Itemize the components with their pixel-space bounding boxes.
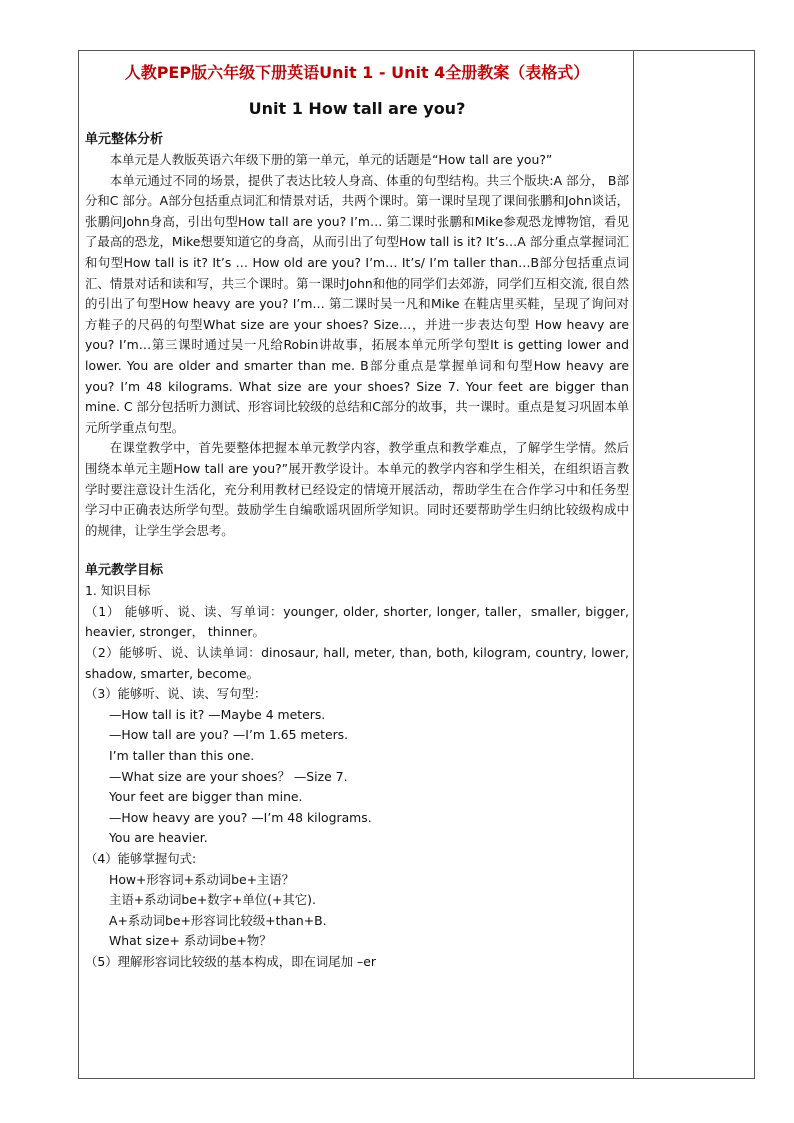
goals-heading: 单元教学目标 (85, 563, 164, 579)
goal-item-5: （5）理解形容词比较级的基本构成，即在词尾加 –er (85, 953, 376, 969)
goal-item-3: （3）能够听、说、读、写句型： (85, 686, 267, 702)
sentence-line: —How heavy are you? —I’m 48 kilograms. (109, 809, 372, 825)
table-column-divider (633, 50, 634, 1079)
pattern-line: 主语+系动词be+数字+单位(+其它). (109, 892, 316, 908)
goal-item-1: （1） 能够听、说、读、写单词：younger, older, shorter, longer, taller，smaller, bigger, heavier, stronger， thinner。 (85, 603, 629, 640)
sentence-line: —What size are your shoes？ —Size 7. (109, 768, 348, 784)
pattern-line: A+系动词be+形容词比较级+than+B. (109, 912, 327, 928)
sentence-line: Your feet are bigger than mine. (109, 789, 303, 805)
knowledge-goals-heading: 1. 知识目标 (85, 583, 151, 599)
sentence-line: I’m taller than this one. (109, 748, 255, 764)
spacer (85, 541, 629, 561)
goal-item-4: （4）能够掌握句式: (85, 851, 197, 866)
sentence-line: —How tall is it? —Maybe 4 meters. (109, 706, 326, 722)
analysis-heading: 单元整体分析 (85, 132, 164, 147)
goal-item-2: （2）能够听、说、认读单词：dinosaur, hall, meter, than, both, kilogram, country, lower, shadow, smarter, become。 (85, 645, 629, 681)
unit-title: Unit 1 How tall are you? (248, 99, 466, 118)
sentence-line: You are heavier. (109, 830, 208, 846)
analysis-paragraph-1: 本单元是人教版英语六年级下册的第一单元，单元的话题是“How tall are you?” (109, 152, 553, 167)
table-cell-content (85, 58, 629, 973)
analysis-paragraph-3: 在课堂教学中，首先要整体把握本单元教学内容，教学重点和教学难点，了解学生学情。然后围绕本单元主题How tall are you?”展开教学设计。本单元的教学内容和学生相关，在组织语言教学时要注意设计生活化，充分利用教材已经设定的情境开展活动，帮助学生在合作学习中和任务型学习中正确表达所学句型。鼓励学生自编歌谣巩固所学知识。同时还要帮助学生归纳比较级构成中的规律，让学生学会思考。 (85, 440, 629, 538)
document-title: 人教PEP版六年级下册英语Unit 1 - Unit 4全册教案（表格式） (124, 63, 590, 82)
sentence-line: —How tall are you? —I’m 1.65 meters. (109, 727, 349, 743)
pattern-line: How+形容词+系动词be+主语？ (109, 871, 295, 887)
pattern-line: What size+ 系动词be+物？ (109, 933, 272, 949)
analysis-paragraph-2: 本单元通过不同的场景，提供了表达比较人身高、体重的句型结构。共三个版块:A 部分， B部分和C 部分。A部分包括重点词汇和情景对话，共两个课时。第一课时呈现了课间张鹏和John谈话，张鹏问John身高，引出句型How tall are you? I’m… 第二课时张鹏和Mike参观恐龙博物馆，看见了最高的恐龙，Mike想要知道它的身高，从而引出了句型How tall is it? It’s…A 部分重点掌握词汇和句型How tall is it? It’s … How old are you? I’m… It’s/ I’m taller than…B部分包括重点词汇、情景对话和读和写，共三个课时。第一课时John和他的同学们去郊游，同学们互相交流, 很自然的引出了句型How heavy are you? I’m… 第二课时吴一凡和Mike 在鞋店里买鞋，呈现了询问对方鞋子的尺码的句型What size are your shoes? Size…，并进一步表达句型 How heavy are you? I’m…第三课时通过吴一凡给Robin讲故事，拓展本单元所学句型It is getting lower and lower. You are older and smarter than me. B部分重点是掌握单词和句型How heavy are you? I’m 48 kilograms. What size are your shoes? Size 7. Your feet are bigger than mine. C 部分包括听力测试、形容词比较级的总结和C部分的故事，共一课时。重点是复习巩固本单元所学重点句型。 (85, 172, 629, 435)
